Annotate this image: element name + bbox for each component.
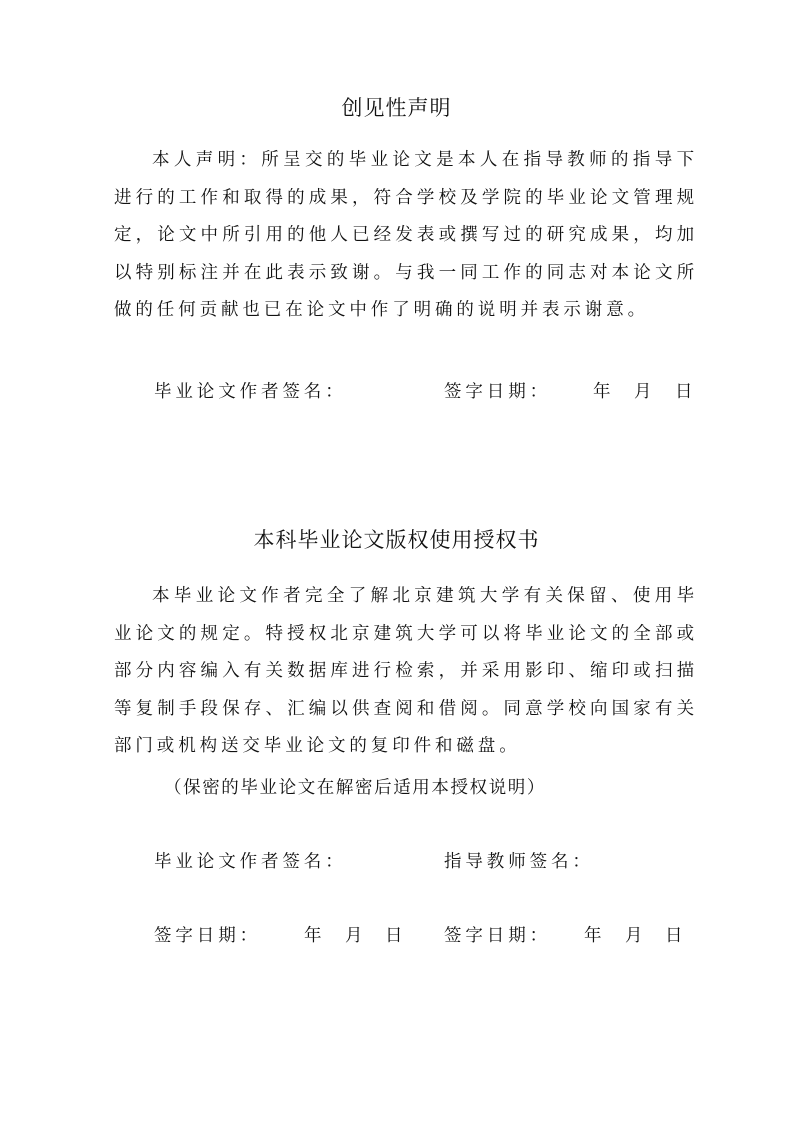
authorization-author-year-label: 年 (304, 926, 326, 946)
authorization-advisor-date-label: 签字日期： (444, 926, 551, 946)
authorization-title: 本科毕业论文版权使用授权书 (253, 528, 540, 552)
authorization-advisor-signature-label: 指导教师签名： (444, 852, 594, 872)
declaration-sign-date-label: 签字日期： (444, 382, 551, 402)
authorization-author-signature-label: 毕业论文作者签名： (154, 852, 347, 872)
authorization-author-day-label: 日 (385, 926, 407, 946)
declaration-month-label: 月 (634, 382, 656, 402)
authorization-advisor-month-label: 月 (625, 926, 647, 946)
declaration-year-label: 年 (593, 382, 615, 402)
authorization-note: （保密的毕业论文在解密后适用本授权说明） (164, 778, 546, 798)
declaration-day-label: 日 (675, 382, 697, 402)
authorization-body: 本毕业论文作者完全了解北京建筑大学有关保留、使用毕业论文的规定。特授权北京建筑大学可以将毕业论文的全部或部分内容编入有关数据库进行检索，并采用影印、缩印或扫描等复制手段保存、汇编以供查阅和借阅。同意学校向国家有关部门或机构送交毕业论文的复印件和磁盘。 (114, 586, 698, 757)
authorization-author-month-label: 月 (345, 926, 367, 946)
authorization-advisor-day-label: 日 (665, 926, 687, 946)
authorization-author-date-label: 签字日期： (154, 926, 261, 946)
declaration-author-signature-label: 毕业论文作者签名： (154, 382, 347, 402)
declaration-title: 创见性声明 (341, 96, 452, 120)
authorization-advisor-year-label: 年 (584, 926, 606, 946)
declaration-body: 本人声明：所呈交的毕业论文是本人在指导教师的指导下进行的工作和取得的成果，符合学校及学院的毕业论文管理规定，论文中所引用的他人已经发表或撰写过的研究成果，均加以特别标注并在此表示致谢。与我一同工作的同志对本论文所做的任何贡献也已在论文中作了明确的说明并表示谢意。 (114, 150, 698, 321)
